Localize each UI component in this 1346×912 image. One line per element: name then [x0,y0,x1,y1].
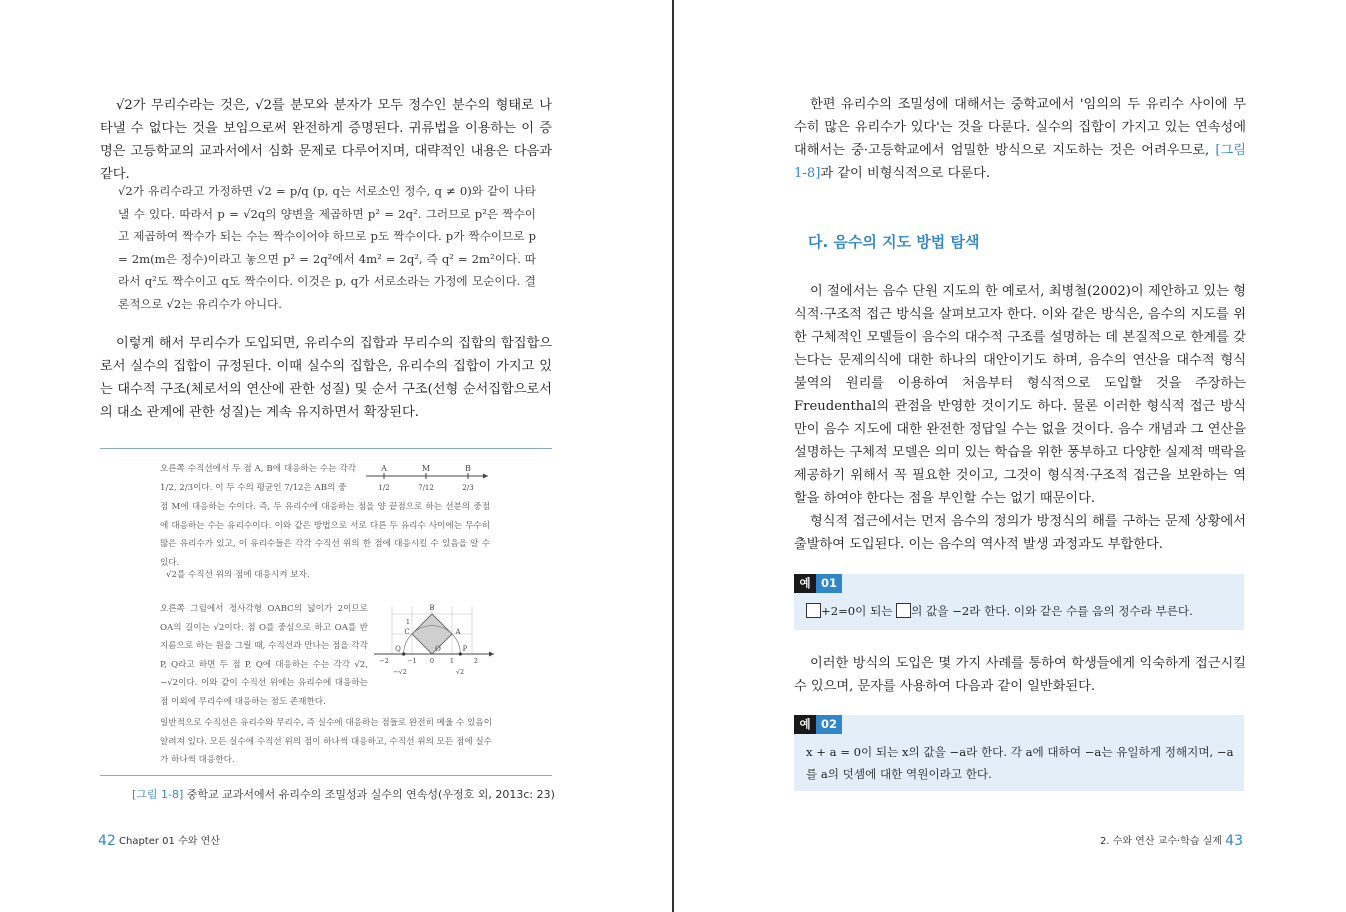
proof-block: √2가 유리수라고 가정하면 √2 = p/q (p, q는 서로소인 정수, q ≠ 0)와 같이 나타낼 수 있다. 따라서 p = √2q의 양변을 제곱하면 p² = 2q². 그러므로 p²은 짝수이고 제곱하여 짝수가 되는 수는 짝수이어야 하므로 p도 짝수이다. p가 짝수이므로 p = 2m(m은 정수)이라고 놓으면 p² = 2q²에서 4m² = 2q², 즉 q² = 2m²이다. 따라서 q²도 짝수이고 q도 짝수이다. 이것은 p, q가 서로소라는 가정에 모순이다. 결론적으로 √2는 유리수가 아니다. [118,184,537,311]
right-footer [1100,832,1243,849]
figure-text-1: 오른쪽 수직선에서 두 점 A, B에 대응하는 수는 각각 1/2, 2/3이다. 이 두 수의 평균인 7/12은 AB의 중 [160,464,356,493]
example-tag [794,715,842,734]
example-text-b: 의 값을 −2라 한다. 이와 같은 수를 음의 정수라 부른다. [911,604,1193,618]
blank-box-icon [806,603,821,618]
example-box-02 [794,715,1244,791]
square-root-pos: √2 [455,668,465,676]
square-tick-zero: 0 [429,657,435,665]
right-paragraph-1-b: 과 같이 비형식적으로 다룬다. [820,166,991,181]
numline-label-b: B [465,464,471,473]
figure-caption [132,786,555,802]
square-root-neg: −√2 [393,668,407,676]
square-label-o: O [435,645,441,653]
square-label-b: B [429,604,435,612]
section-footer-title: 2. 수와 연산 교수·학습 실제 [1099,836,1222,847]
figure-reference-link[interactable]: [그림 1-8] [794,143,1246,181]
numline-label-a: A [381,464,387,473]
right-paragraph-2: 이 절에서는 음수 단원 지도의 한 예로서, 최병철(2002)이 제안하고 있는 형식적·구조적 접근 방식을 살펴보고자 한다. 이와 같은 방식은, 음수의 지도를 위한 구체적인 모델들이 음수의 대수적 구조를 설명하는 데 본질적으로 한계를 갖는다는 문제의식에 대한 하나의 대안이기도 하며, 음수의 연산을 대수적 형식 불역의 원리를 이용하여 처음부터 형식적으로 도입할 것을 주장하는 Freudenthal의 관점을 반영한 것이기도 하다. 물론 이러한 형식적 접근 방식만이 음수 지도에 대한 완전한 정답일 수는 없을 것이다. 음수 개념과 그 연산을 설명하는 구체적 모델은 의미 있는 학습을 위한 풍부하고 다양한 실제적 맥락을 제공하기 위해서 꼭 필요한 것이고, 그것이 형식적·구조적 접근을 보완하는 역할을 하여야 한다는 점을 부인할 수는 없기 때문이다. [794,284,1246,506]
figure-bottom-rule [100,775,552,776]
right-page [674,0,1346,912]
right-paragraph-1 [794,93,1246,185]
figure-top-rule [100,448,552,449]
right-paragraph-2b: 형식적 접근에서는 먼저 음수의 정의가 방정식의 해를 구하는 문제 상황에서 출발하여 도입된다. 이는 음수의 역사적 발생 과정과도 부합한다. [794,514,1246,552]
square-label-q: Q [395,645,401,653]
example-tag-label: 예 [794,715,816,734]
square-tick-neg1: −1 [407,657,417,665]
numline-value-a: 1/2 [378,484,390,492]
right-page-number: 43 [1225,833,1243,849]
numline-value-m: 7/12 [418,484,434,492]
square-label-p: P [462,645,468,653]
square-tick-neg2: −2 [379,657,389,665]
example-tag [794,574,842,593]
numline-label-m: M [421,464,431,473]
example-text: x + a = 0이 되는 x의 값을 −a라 한다. 각 a에 대하여 −a는 유일하게 정해지며, −a를 a의 덧셈에 대한 역원이라고 한다. [806,745,1234,781]
figure-text-3: 오른쪽 그림에서 정사각형 OABC의 넓이가 2이므로 OA의 길이는 √2이다. 점 O를 중심으로 하고 OA를 반지름으로 하는 원을 그릴 때, 수직선과 만나는 점을 각각 P, Q라고 하면 두 점 P, Q에 대응하는 수는 각각 √2, −√2이다. 이와 같이 수직선 위에는 유리수에 대응하는 점 이외에 무리수에 대응하는 점도 존재한다. [160,604,368,707]
example-box-01 [794,574,1244,630]
left-footer [98,832,220,849]
numline-value-b: 2/3 [462,484,474,492]
left-paragraph-1: √2가 무리수라는 것은, √2를 분모와 분자가 모두 정수인 분수의 형태로 나타낼 수 없다는 것을 보임으로써 완전하게 증명된다. 귀류법을 이용하는 이 증명은 고등학교의 교과서에서 심화 문제로 다루어지며, 대략적인 내용은 다음과 같다. [100,98,552,182]
square-root-figure [372,598,496,680]
right-paragraph-2-block [794,280,1246,556]
chapter-title: Chapter 01 수와 연산 [119,836,220,847]
figure-text-2: √2를 수직선 위의 점에 대응시켜 보자. [166,570,310,580]
number-line-figure [362,462,492,498]
figure-caption-label: [그림 1-8] [132,788,184,801]
blank-box-icon [896,603,911,618]
square-label-c: C [404,628,410,636]
example-text-a: +2=0이 되는 [821,604,897,618]
section-heading: 다. 음수의 지도 방법 탐색 [808,233,980,251]
square-label-one: 1 [405,618,411,626]
right-paragraph-1-a: 한편 유리수의 조밀성에 대해서는 중학교에서 '임의의 두 유리수 사이에 무수히 많은 유리수가 있다'는 것을 다룬다. 실수의 집합이 가지고 있는 연속성에 대해서는 중·고등학교에서 엄밀한 방식으로 지도하는 것은 어려우므로, [794,97,1246,158]
example-text [806,600,1193,622]
right-paragraph-3: 이러한 방식의 도입은 몇 가지 사례를 통하여 학생들에게 익숙하게 접근시킬 수 있으며, 문자를 사용하여 다음과 같이 일반화된다. [794,656,1246,694]
left-paragraph-2: 이렇게 해서 무리수가 도입되면, 유리수의 집합과 무리수의 집합의 합집합으로서 실수의 집합이 규정된다. 이때 실수의 집합은, 유리수의 집합이 가지고 있는 대수적 구조(체로서의 연산에 관한 성질) 및 순서 구조(선형 순서집합으로서의 대소 관계에 관한 성질)는 계속 유지하면서 확장된다. [100,336,552,420]
figure-text-1b: 점 M에 대응하는 수이다. 즉, 두 유리수에 대응하는 점을 양 끝점으로 하는 선분의 중점에 대응하는 수는 유리수이다. 이와 같은 방법으로 서로 다른 두 유리수 사이에는 무수히 많은 유리수가 있고, 이 유리수들은 각각 수직선 위의 한 점에 대응시킬 수 있음을 알 수 있다. [160,502,490,568]
example-tag-number: 02 [816,715,842,734]
square-label-a: A [455,628,461,636]
example-tag-label: 예 [794,574,816,593]
figure-caption-text: 중학교 교과서에서 유리수의 조밀성과 실수의 연속성(우정호 외, 2013c: 23) [183,788,555,801]
figure-text-4: 일반적으로 수직선은 유리수와 무리수, 즉 실수에 대응하는 점들로 완전히 메울 수 있음이 알려져 있다. 모든 실수에 수직선 위의 점이 하나씩 대응하고, 수직선 위의 모든 점에 실수가 하나씩 대응한다. [160,718,492,765]
left-page [0,0,672,912]
square-tick-one: 1 [449,657,455,665]
left-page-number: 42 [98,833,116,849]
example-tag-number: 01 [816,574,842,593]
square-tick-two: 2 [473,657,479,665]
